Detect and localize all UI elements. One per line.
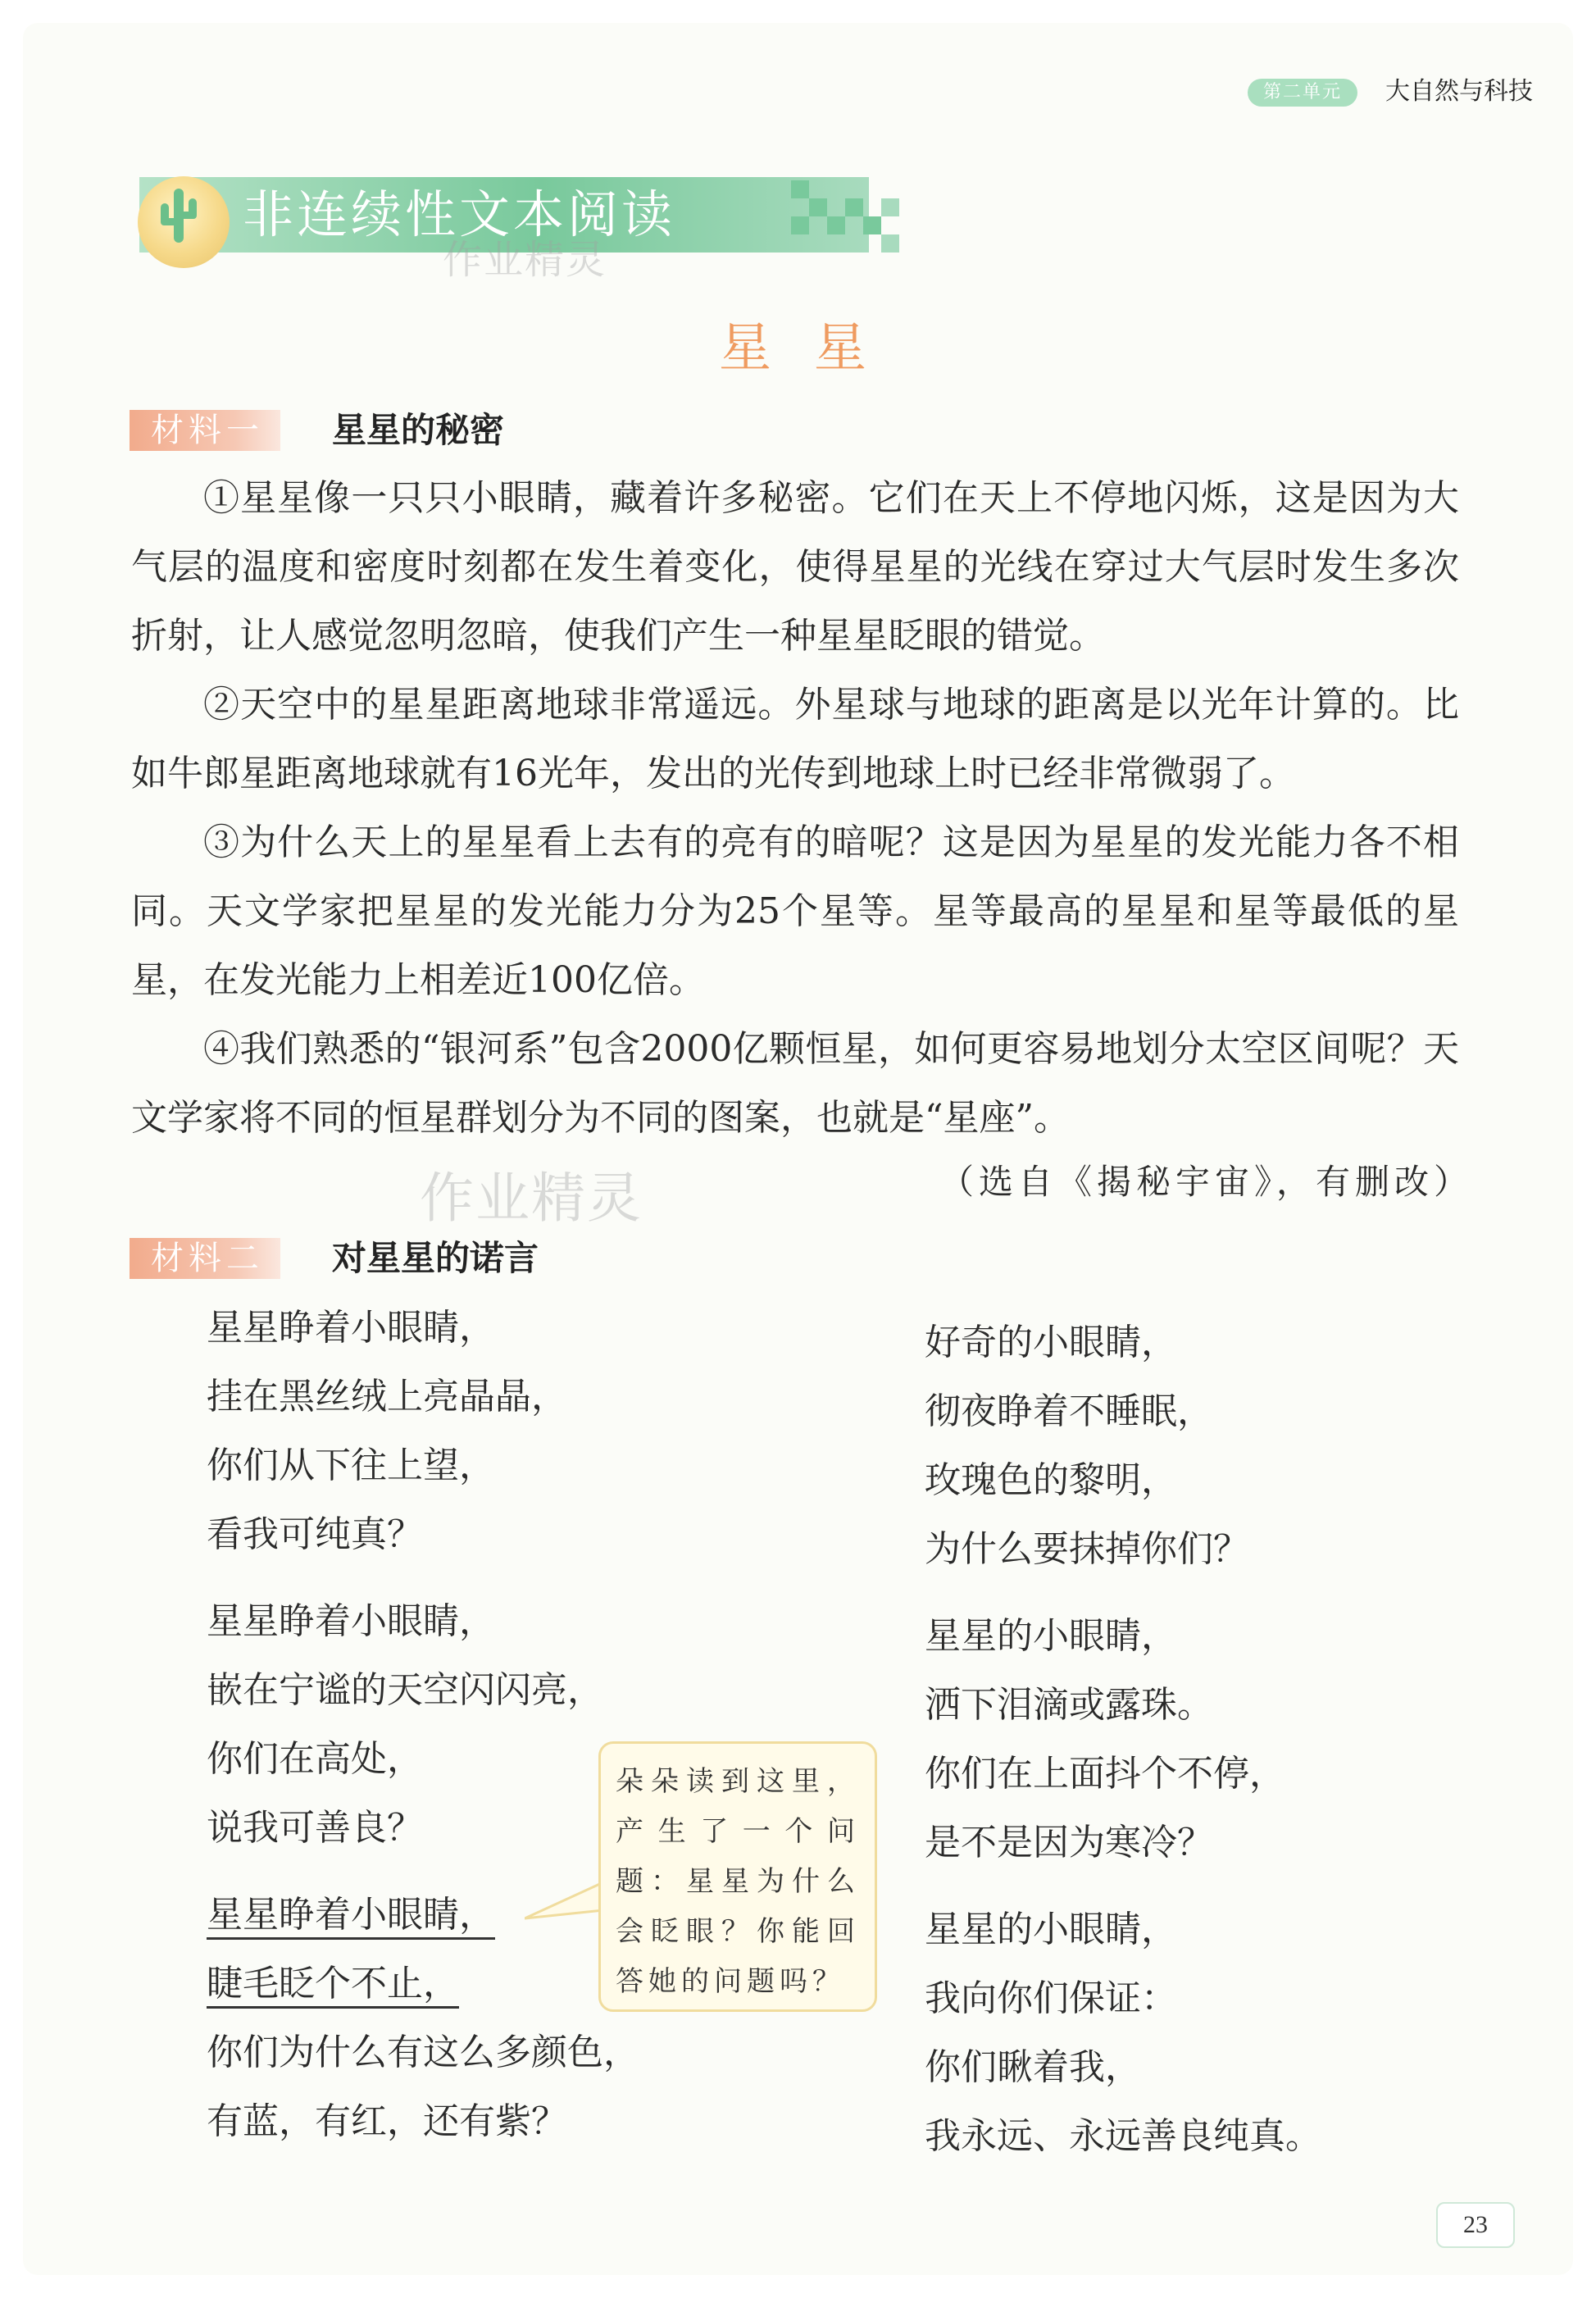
paragraph: ④我们熟悉的“银河系”包含2000亿颗恒星，如何更容易地划分太空区间呢？天文学家将不同的恒星群划分为不同的图案，也就是“星座”。 xyxy=(131,1028,1459,1139)
poem-line: 有蓝，有红，还有紫？ xyxy=(207,2100,567,2142)
paragraph: ①星星像一只只小眼睛，藏着许多秘密。它们在天上不停地闪烁，这是因为大气层的温度和密度时刻都在发生着变化，使得星星的光线在穿过大气层时发生多次折射，让人感觉忽明忽暗，使我们产生一种星星眨眼的错觉。 xyxy=(131,477,1459,657)
poem-line: 是不是因为寒冷？ xyxy=(925,1822,1213,1863)
watermark: 作业精灵 xyxy=(443,237,607,283)
material-subtitle: 星星的秘密 xyxy=(332,410,505,450)
unit-title: 大自然与科技 xyxy=(1385,77,1533,106)
source-citation: （选自《揭秘宇宙》，有删改） xyxy=(939,1162,1473,1202)
poem-line: 嵌在宁谧的天空闪闪亮， xyxy=(207,1669,603,1711)
poem-line: 好奇的小眼睛， xyxy=(925,1322,1177,1363)
poem-line: 挂在黑丝绒上亮晶晶， xyxy=(207,1376,567,1417)
poem-line-underlined: 星星睁着小眼睛， xyxy=(207,1894,495,1940)
poem-line: 你们瞅着我， xyxy=(925,2046,1141,2088)
poem-line: 看我可纯真？ xyxy=(207,1513,423,1555)
page-number: 23 xyxy=(1436,2202,1515,2248)
poem-line: 星星睁着小眼睛， xyxy=(207,1307,495,1349)
poem-line: 洒下泪滴或露珠。 xyxy=(925,1684,1213,1726)
poem-line: 为什么要抹掉你们？ xyxy=(925,1528,1249,1570)
poem-line: 星星的小眼睛， xyxy=(925,1615,1177,1657)
poem-line: 你们为什么有这么多颜色， xyxy=(207,2032,639,2073)
poem-line: 彻夜睁着不睡眠， xyxy=(925,1390,1213,1432)
poem-right-column xyxy=(925,1308,1321,2171)
paragraph: ③为什么天上的星星看上去有的亮有的暗呢？这是因为星星的发光能力各不相同。天文学家把星星的发光能力分为25个星等。星等最高的星星和星等最低的星星，在发光能力上相差近100亿倍。 xyxy=(131,821,1459,1001)
paragraph: ②天空中的星星距离地球非常遥远。外星球与地球的距离是以光年计算的。比如牛郎星距离地球就有16光年，发出的光传到地球上时已经非常微弱了。 xyxy=(131,684,1459,794)
poem-left-column xyxy=(207,1294,639,2156)
material-label: 材料一 xyxy=(130,410,280,451)
poem-line: 说我可善良？ xyxy=(207,1807,423,1849)
watermark: 作业精灵 xyxy=(420,1167,643,1230)
poem-line: 星星的小眼睛， xyxy=(925,1909,1177,1950)
poem-line: 你们在上面抖个不停， xyxy=(925,1753,1285,1795)
material-label: 材料二 xyxy=(130,1238,280,1279)
section-banner-title: 非连续性文本阅读 xyxy=(243,184,676,244)
poem-line: 我向你们保证： xyxy=(925,1977,1177,2019)
reading-note-bubble: 朵朵读到这里，产生了一个问题：星星为什么会眨眼？你能回答她的问题吗？ xyxy=(598,1741,877,2012)
banner-pixel-decoration xyxy=(791,180,914,254)
note-bubble-tail xyxy=(525,1877,607,1927)
cactus-icon xyxy=(154,182,203,248)
poem-line: 星星睁着小眼睛， xyxy=(207,1600,495,1642)
poem-line: 玫瑰色的黎明， xyxy=(925,1459,1177,1501)
poem-line: 你们从下往上望， xyxy=(207,1445,495,1486)
poem-line-underlined: 睫毛眨个不止， xyxy=(207,1963,459,2009)
article-title: 星星 xyxy=(719,318,909,379)
poem-line: 你们在高处， xyxy=(207,1738,423,1780)
poem-line: 我永远、永远善良纯真。 xyxy=(925,2115,1321,2157)
unit-badge: 第二单元 xyxy=(1248,79,1357,107)
material-subtitle: 对星星的诺言 xyxy=(332,1238,539,1278)
